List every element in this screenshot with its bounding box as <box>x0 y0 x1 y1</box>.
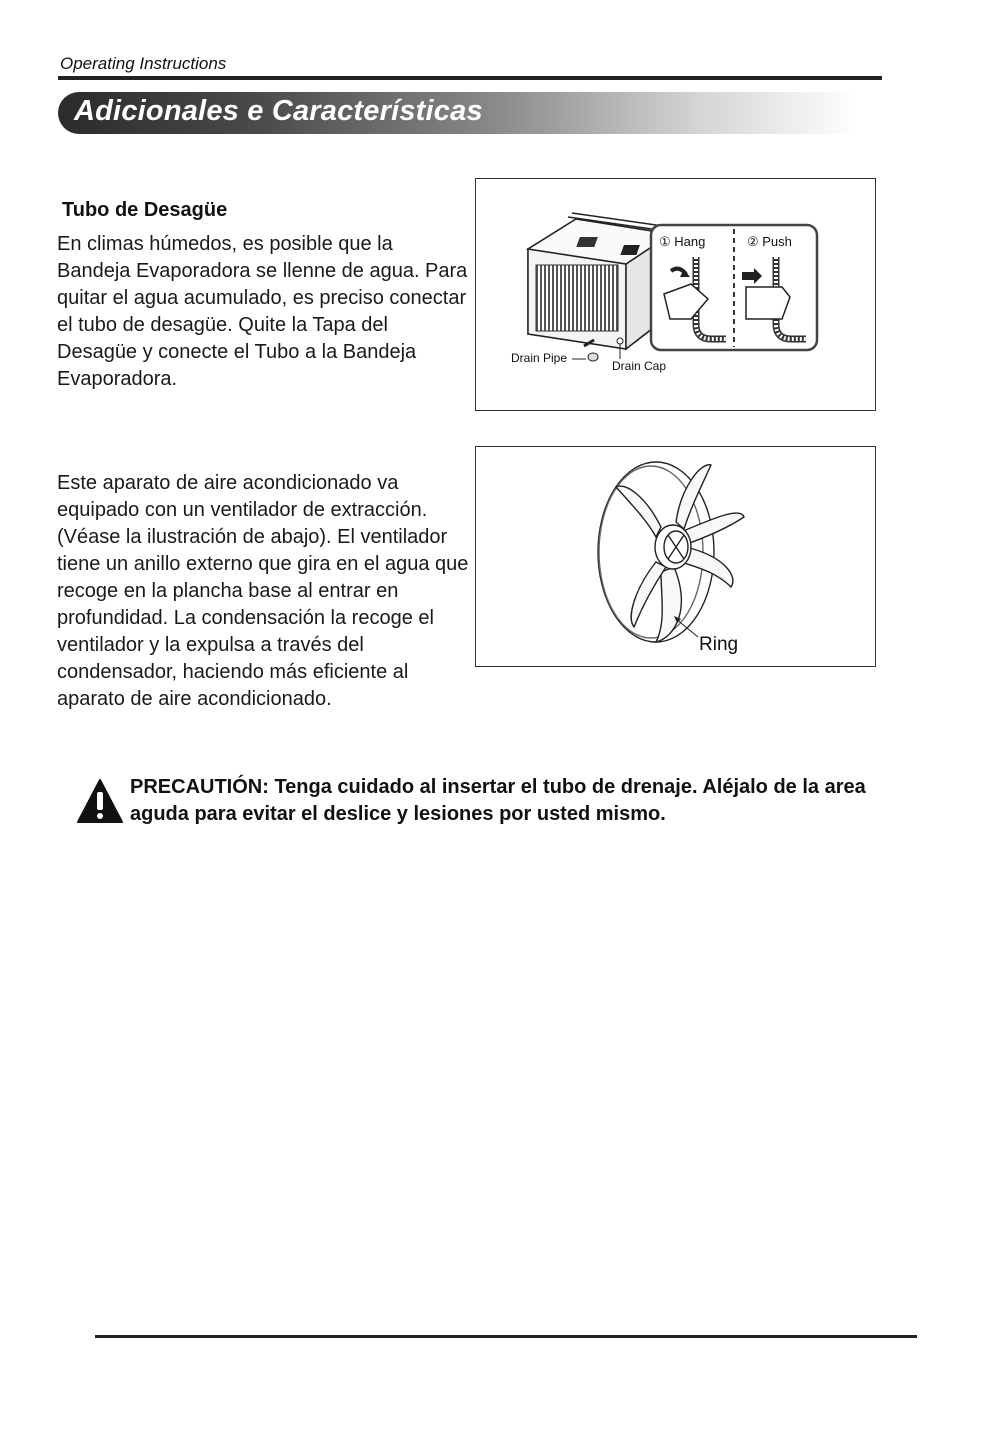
fan-blade <box>631 562 666 627</box>
fan-blade <box>656 567 681 642</box>
step-push-label: ② Push <box>747 234 792 249</box>
warning-triangle-icon <box>76 778 124 824</box>
fan-figure <box>475 446 876 667</box>
section-title: Adicionales e Características <box>74 95 483 127</box>
fan-illustration <box>476 447 875 666</box>
step-hang-label: ① Hang <box>659 234 706 249</box>
drain-cap-part <box>617 338 623 344</box>
top-vent <box>576 237 598 247</box>
ring-label: Ring <box>699 634 739 655</box>
caution-text: PRECAUTIÓN: Tenga cuidado al insertar el tubo de drenaje. Aléjalo de la area aguda para evitar el deslice y lesiones por usted mismo. <box>130 776 866 825</box>
drain-cap-label: Drain Cap <box>612 359 667 373</box>
fan-blade <box>676 465 711 529</box>
footer-rule <box>95 1335 917 1338</box>
drain-pipe-label: Drain Pipe <box>511 351 568 365</box>
fan-blade <box>616 486 661 537</box>
drain-pipe-heading: Tubo de Desagüe <box>62 199 228 221</box>
fan-paragraph: Este aparato de aire acondicionado va equipado con un ventilador de extracción. (Véase la ilustración de abajo). El ventilador tiene un anillo externo que gira en el agua que recoge en la plancha base al entrar en profundidad. La condensación la recoge el ventilador y la expulsa a través del condensador, haciendo más eficiente al aparato de aire acondicionado. <box>57 472 469 710</box>
drain-pipe-figure <box>475 178 876 411</box>
running-header: Operating Instructions <box>60 54 227 73</box>
header-rule <box>58 76 882 80</box>
drain-pipe-illustration <box>476 179 875 410</box>
front-grille <box>536 265 618 331</box>
drain-pipe-paragraph: En climas húmedos, es posible que la Bandeja Evaporadora se llenne de agua. Para quitar el agua acumulado, es preciso conectar el tubo de desagüe. Quite la Tapa del Desagüe y conecte el Tubo a la Bandeja Evaporadora. <box>57 233 468 390</box>
section-title-banner <box>58 92 858 134</box>
